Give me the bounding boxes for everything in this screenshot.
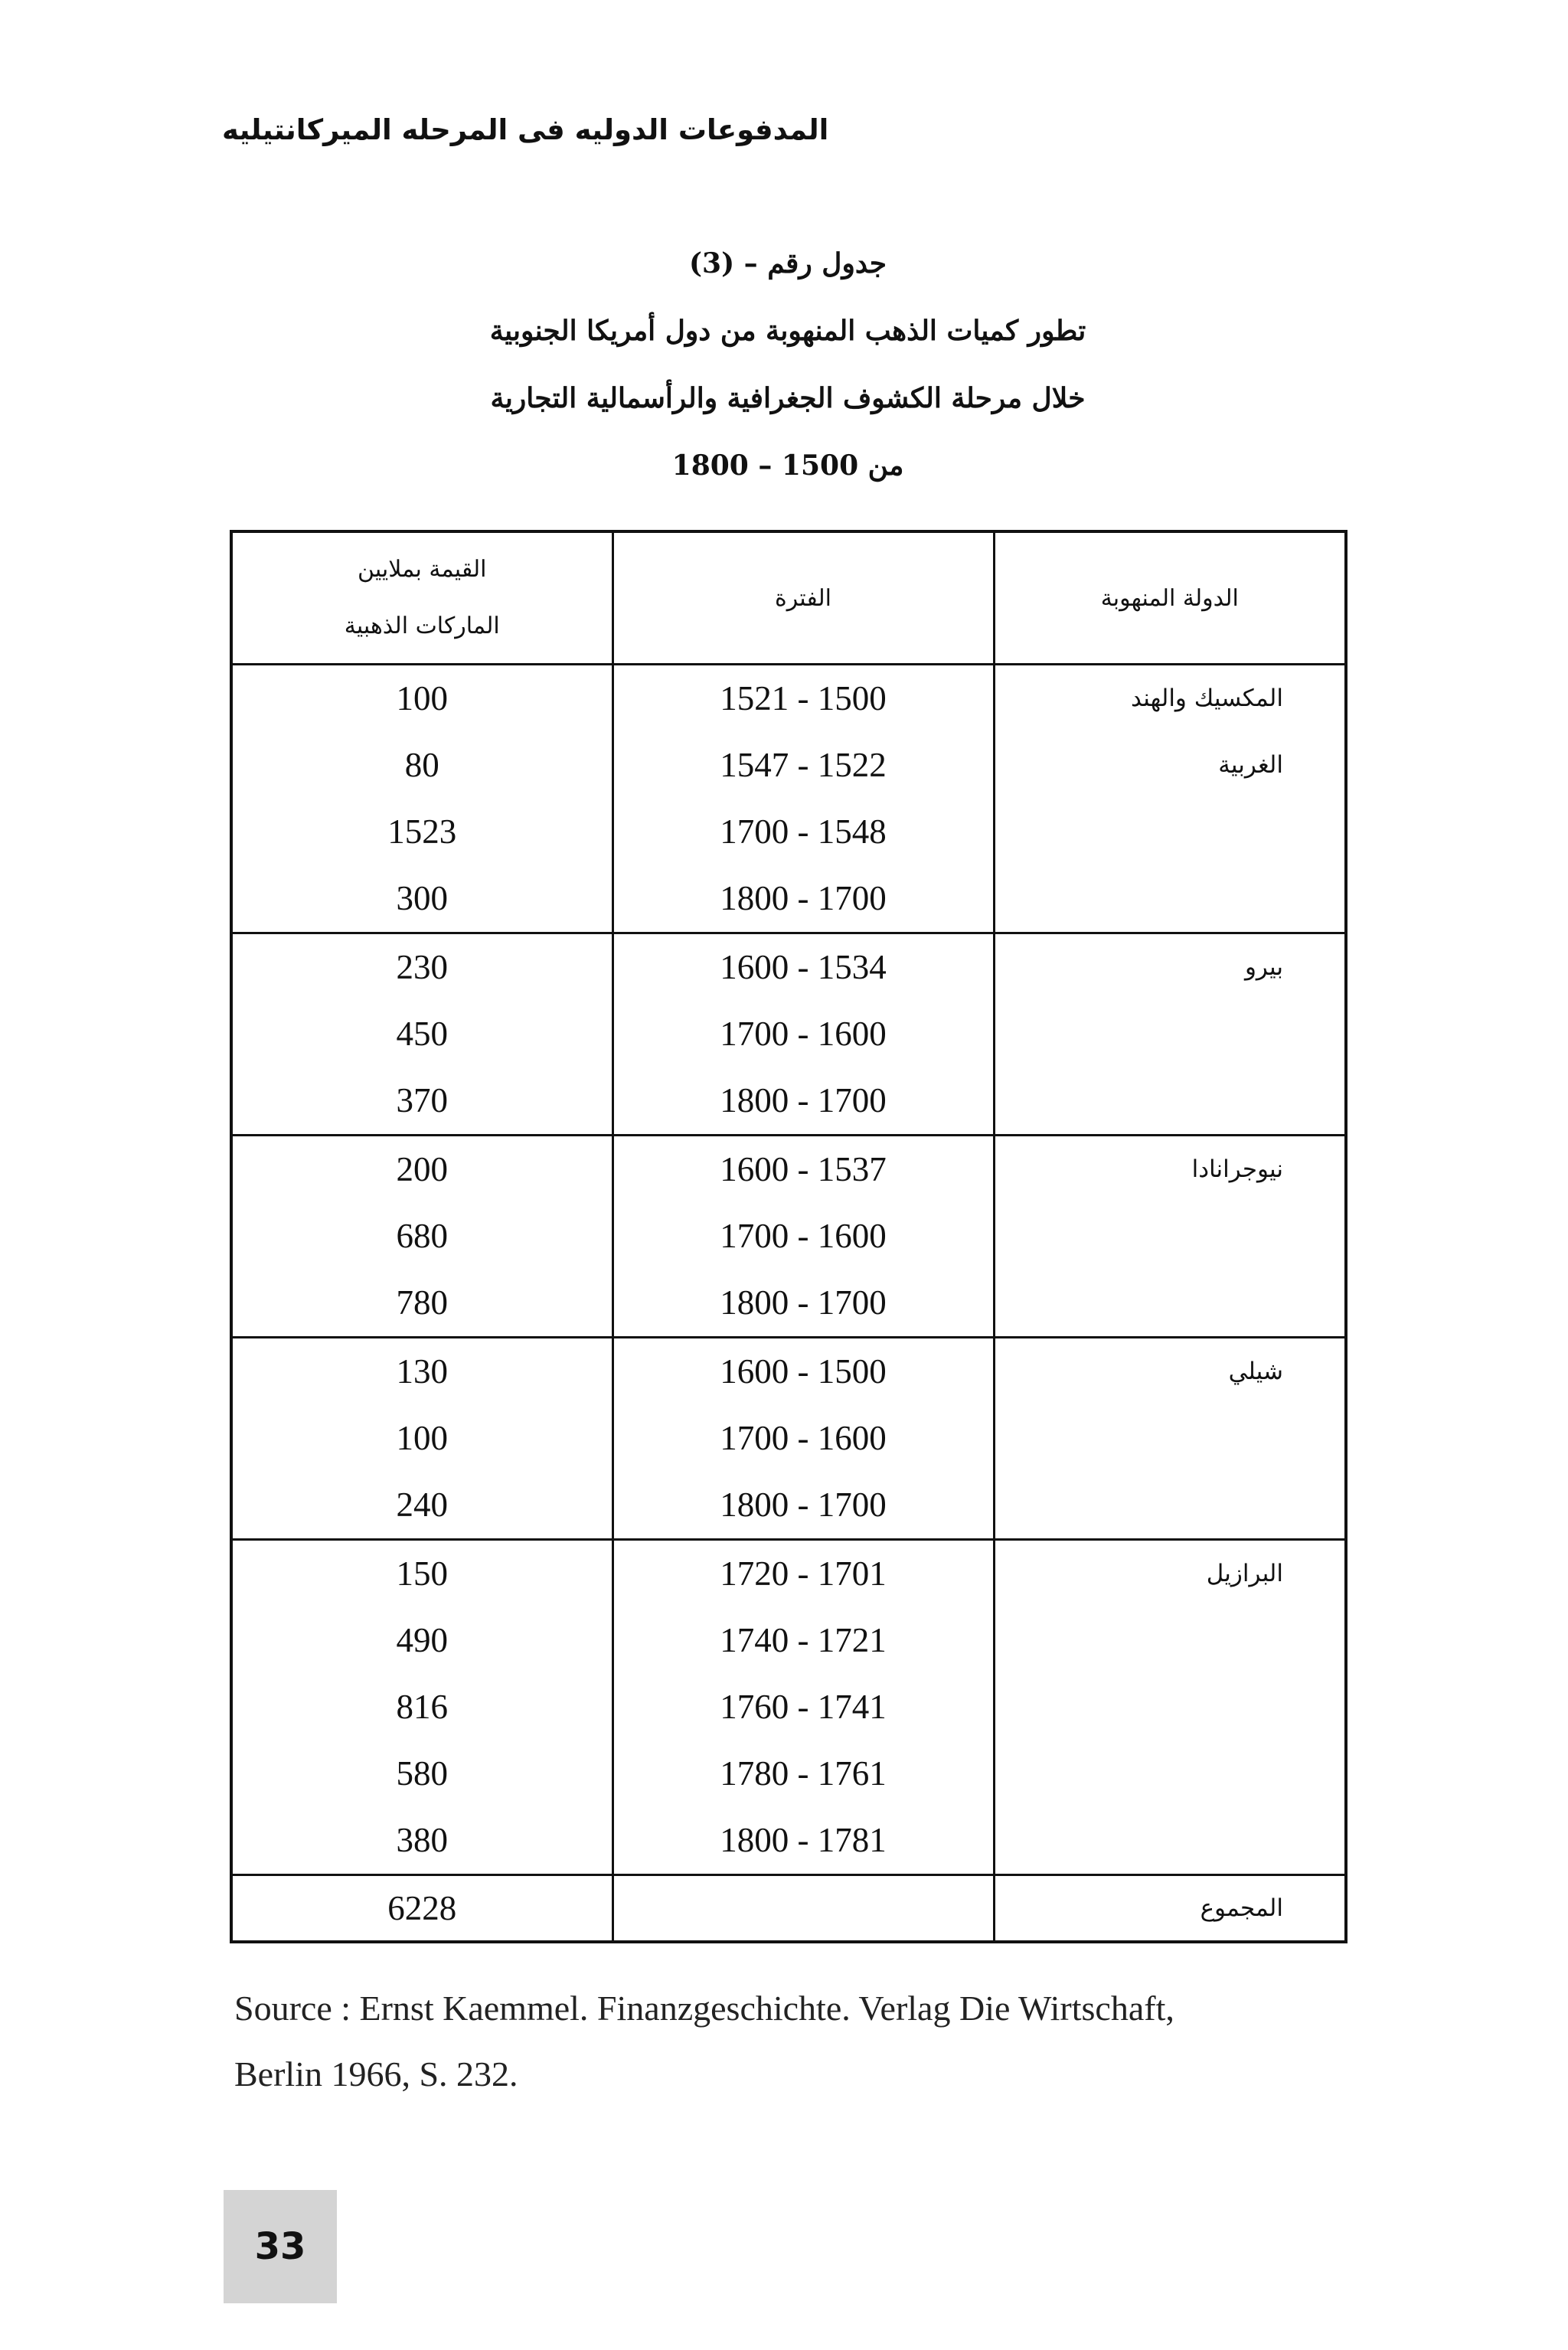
table-date-range: من 1500 – 1800: [671, 449, 904, 482]
value-entry: 1523: [387, 812, 457, 851]
value-entry: 680: [396, 1217, 448, 1255]
country-cell: [994, 665, 1346, 933]
period-entry: 1700 - 1600: [720, 1419, 887, 1457]
period-entry: 1521 - 1500: [720, 679, 887, 717]
table-group-row: [231, 1338, 1346, 1540]
table-group-row: [231, 665, 1346, 933]
total-label-cell: [994, 1875, 1346, 1943]
country-cell: [994, 1136, 1346, 1338]
country-name: بيرو: [1244, 953, 1283, 981]
country-name: المكسيك والهند: [1130, 685, 1283, 712]
header-country-label: الدولة المنهوبة: [1100, 584, 1239, 612]
period-entry: 1600 - 1500: [720, 1352, 887, 1391]
value-cell: [231, 1338, 612, 1540]
value-entry: 450: [396, 1015, 448, 1053]
period-entry: 1800 - 1700: [720, 879, 887, 917]
value-cell: [231, 665, 612, 933]
period-entry: 1800 - 1700: [720, 1283, 887, 1322]
period-cell: [612, 665, 994, 933]
page-number: 33: [254, 2225, 306, 2268]
value-entry: 230: [396, 948, 448, 986]
value-entry: 580: [396, 1754, 448, 1793]
country-cell: [994, 933, 1346, 1136]
country-name: شيلي: [1228, 1358, 1283, 1385]
total-period-cell: [612, 1875, 994, 1943]
source-citation: [234, 1976, 1383, 2107]
period-cell: [612, 1338, 994, 1540]
period-entry: 1700 - 1548: [720, 812, 887, 851]
country-cell: [994, 1338, 1346, 1540]
header-period: [612, 531, 994, 665]
value-entry: 816: [396, 1688, 448, 1726]
period-cell: [612, 1136, 994, 1338]
value-cell: [231, 1540, 612, 1875]
period-entry: 1760 - 1741: [720, 1688, 887, 1726]
source-line-2: Berlin 1966, S. 232.: [234, 2054, 518, 2093]
table-body: [231, 665, 1346, 1943]
page-number-box: [224, 2190, 337, 2303]
gold-table: [230, 530, 1344, 1928]
value-cell: [231, 1136, 612, 1338]
value-entry: 100: [396, 1419, 448, 1457]
period-entry: 1700 - 1600: [720, 1217, 887, 1255]
value-entry: 130: [396, 1352, 448, 1391]
total-row: [231, 1875, 1346, 1943]
period-entry: 1780 - 1761: [720, 1754, 887, 1793]
period-entry: 1547 - 1522: [720, 746, 887, 784]
country-cell: [994, 1540, 1346, 1875]
value-cell: [231, 933, 612, 1136]
header-value: [231, 531, 612, 665]
country-name: الغربية: [1218, 751, 1283, 779]
period-entry: 1600 - 1537: [720, 1150, 887, 1188]
table-group-row: [231, 1136, 1346, 1338]
value-entry: 240: [396, 1486, 448, 1524]
period-cell: [612, 1540, 994, 1875]
value-entry: 100: [396, 679, 448, 717]
header-value-line2: الماركات الذهبية: [344, 613, 500, 639]
period-entry: 1800 - 1781: [720, 1821, 887, 1859]
table-group-row: [231, 933, 1346, 1136]
value-entry: 780: [396, 1283, 448, 1322]
table-group-row: [231, 1540, 1346, 1875]
gold-data-table: [230, 530, 1348, 1943]
value-entry: 150: [396, 1554, 448, 1593]
running-header: [222, 113, 911, 146]
period-entry: 1800 - 1700: [720, 1486, 887, 1524]
value-entry: 370: [396, 1081, 448, 1119]
table-subtitle: خلال مرحلة الكشوف الجغرافية والرأسمالية التجارية: [490, 382, 1086, 414]
period-entry: 1720 - 1701: [720, 1554, 887, 1593]
total-value-cell: [231, 1875, 612, 1943]
country-name: البرازيل: [1206, 1560, 1283, 1587]
header-country: [994, 531, 1346, 665]
total-label: المجموع: [1200, 1894, 1283, 1922]
value-entry: 490: [396, 1621, 448, 1659]
period-entry: 1700 - 1600: [720, 1015, 887, 1053]
period-entry: 1740 - 1721: [720, 1621, 887, 1659]
total-value: 6228: [387, 1889, 457, 1927]
value-entry: 80: [404, 746, 439, 784]
period-entry: 1600 - 1534: [720, 948, 887, 986]
period-entry: 1800 - 1700: [720, 1081, 887, 1119]
table-title: تطور كميات الذهب المنهوبة من دول أمريكا الجنوبية: [489, 315, 1086, 347]
period-cell: [612, 933, 994, 1136]
header-value-line1: القيمة بملايين: [357, 556, 487, 583]
value-entry: 200: [396, 1150, 448, 1188]
table-header-row: [231, 531, 1346, 665]
table-title-block: [233, 230, 1343, 499]
value-entry: 380: [396, 1821, 448, 1859]
source-line-1: Source : Ernst Kaemmel. Finanzgeschichte. Verlag Die Wirtschaft,: [234, 1989, 1174, 2028]
value-entry: 300: [396, 879, 448, 917]
table-number: جدول رقم – (3): [689, 247, 887, 279]
country-name: نيوجرانادا: [1191, 1155, 1283, 1183]
running-header-title: المدفوعات الدوليه فى المرحله الميركانتيليه: [222, 113, 829, 146]
header-period-label: الفترة: [775, 584, 831, 612]
